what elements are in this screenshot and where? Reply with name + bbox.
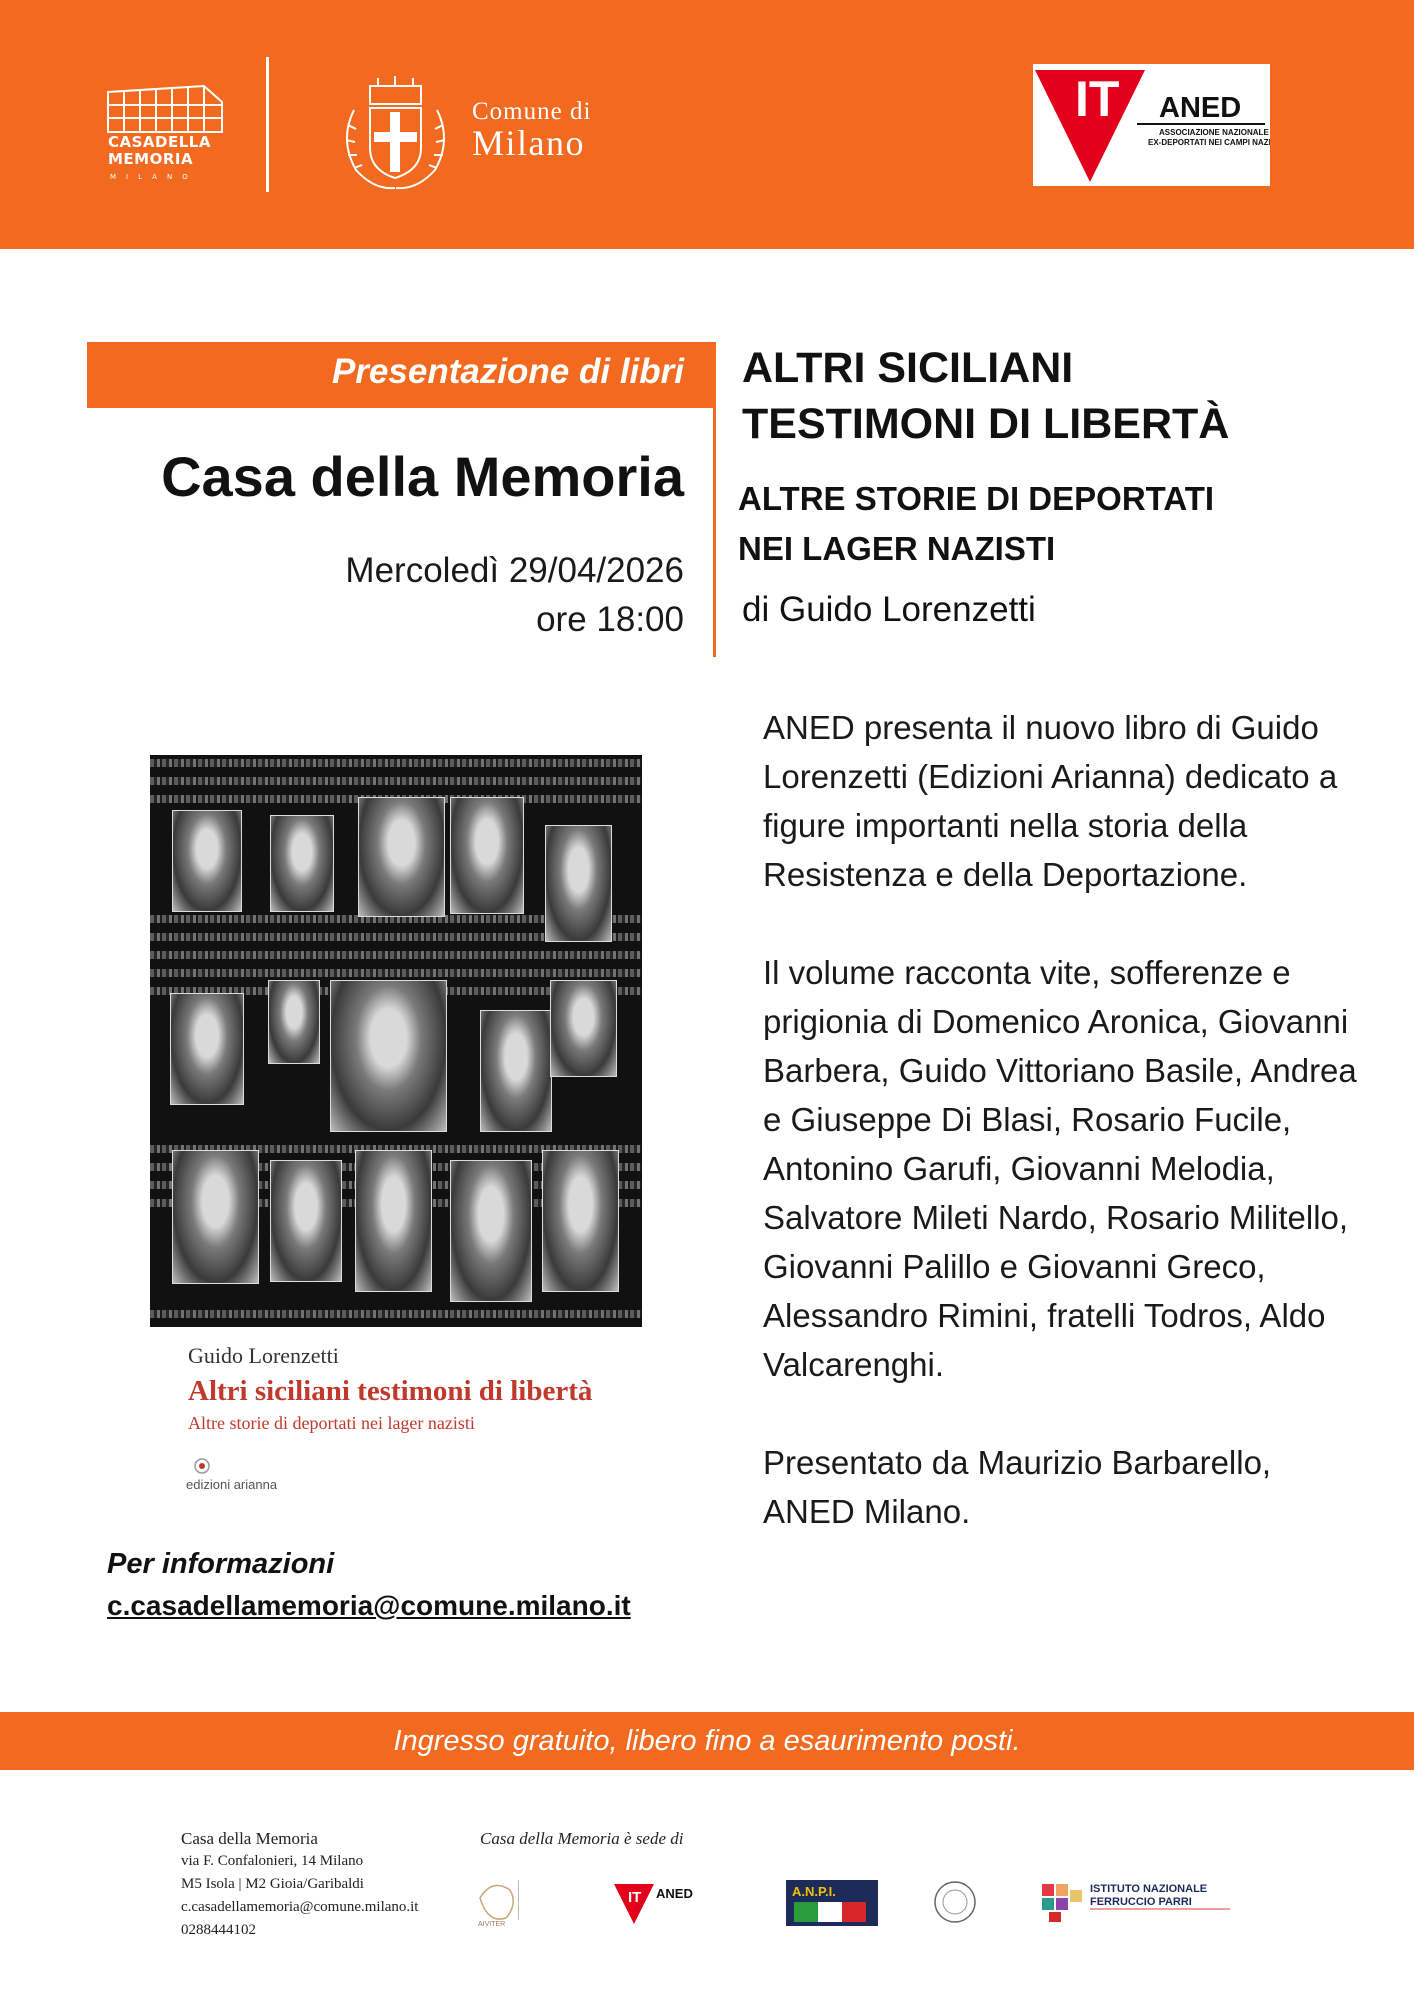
milano-text: Milano — [472, 123, 585, 163]
svg-text:A.N.P.I.: A.N.P.I. — [792, 1884, 836, 1899]
svg-text:FERRUCCIO PARRI: FERRUCCIO PARRI — [1090, 1896, 1192, 1908]
portrait — [542, 1150, 619, 1292]
casa-building-icon — [104, 80, 229, 135]
footer-address — [181, 1827, 418, 1942]
info-label: Per informazioni — [107, 1548, 335, 1580]
cover-subtitle: Altre storie di deportati nei lager nazisti — [188, 1413, 475, 1433]
publisher-name: edizioni arianna — [186, 1477, 278, 1492]
description-paragraph-3: Presentato da Maurizio Barbarello, ANED Milano. — [763, 1444, 1272, 1530]
comune-di-text: Comune di — [472, 98, 592, 125]
aned-logo — [1033, 64, 1270, 186]
cover-author: Guido Lorenzetti — [188, 1343, 339, 1368]
vertical-divider — [713, 342, 716, 657]
anpi-logo — [786, 1880, 878, 1926]
description-paragraph-1: ANED presenta il nuovo libro di Guido Lorenzetti (Edizioni Arianna) dedicato a figure importanti nella storia della Resistenza e della Deportazione. — [763, 709, 1338, 893]
venue-title: Casa della Memoria — [161, 445, 684, 508]
info-email-link[interactable]: c.casadellamemoria@comune.milano.it — [107, 1590, 631, 1621]
aned-footer-logo — [614, 1884, 693, 1924]
casa-logo-line2: MEMORIA — [108, 150, 194, 168]
portrait — [358, 797, 445, 917]
bottom-banner-text: Ingresso gratuito, libero fino a esaurimento posti. — [393, 1725, 1021, 1757]
event-datetime — [345, 546, 684, 644]
book-subtitle-line1: ALTRE STORIE DI DEPORTATI — [738, 480, 1215, 517]
category-label: Presentazione di libri — [331, 352, 684, 391]
portrait — [270, 815, 334, 912]
portrait — [268, 980, 320, 1064]
cover-photo-collage — [150, 755, 642, 1327]
header-divider — [266, 57, 269, 192]
cover-title: Altri siciliani testimoni di libertà — [188, 1375, 593, 1407]
milano-crest-icon — [334, 70, 457, 196]
footer-sede-label: Casa della Memoria è sede di — [480, 1829, 684, 1848]
footer-transport: M5 Isola | M2 Gioia/Garibaldi — [181, 1876, 364, 1892]
portrait — [170, 993, 244, 1105]
portrait — [480, 1010, 552, 1132]
book-title-line1: ALTRI SICILIANI — [742, 344, 1074, 392]
book-subtitle-line2: NEI LAGER NAZISTI — [738, 530, 1056, 567]
parri-institute-logo — [1042, 1883, 1230, 1922]
svg-text:AIVITER: AIVITER — [478, 1921, 506, 1928]
footer-street: via F. Confalonieri, 14 Milano — [181, 1853, 364, 1869]
comune-di-milano-logo — [472, 98, 591, 164]
footer-email[interactable]: c.casadellamemoria@comune.milano.it — [181, 1899, 419, 1915]
portrait — [172, 810, 242, 912]
book-title-line2: TESTIMONI DI LIBERTÀ — [742, 400, 1230, 448]
casa-della-memoria-logo — [104, 80, 229, 185]
portrait — [355, 1150, 432, 1292]
portrait — [550, 980, 617, 1077]
portrait — [450, 797, 524, 914]
casa-logo-line1: CASADELLA — [108, 133, 211, 151]
portrait — [545, 825, 612, 942]
event-date: Mercoledì 29/04/2026 — [345, 551, 684, 590]
description — [763, 703, 1363, 1585]
event-time: ore 18:00 — [536, 600, 684, 639]
book-cover — [150, 755, 642, 1500]
book-subtitle — [738, 474, 1214, 574]
publisher-logo — [184, 1455, 294, 1495]
book-author: di Guido Lorenzetti — [742, 590, 1036, 629]
casa-logo-line3: MILANO — [110, 173, 198, 181]
aned-full-line2: EX-DEPORTATI NEI CAMPI NAZISTI — [1148, 138, 1270, 147]
aned-name-text: ANED — [1159, 92, 1242, 124]
description-paragraph-2: Il volume racconta vite, sofferenze e prigionia di Domenico Aronica, Giovanni Barbera, Guido Vittoriano Basile, Andrea e Giuseppe Di Blasi, Rosario Fucile, Antonino Garufi, Giovanni Melodia, Salvatore Mileti Nardo, Rosario Militello, Giovanni Palillo e Giovanni Greco, Alessandro Rimini, fratelli Todros, Aldo Valcarenghi. — [763, 954, 1357, 1383]
aned-full-line1: ASSOCIAZIONE NAZIONALE — [1159, 128, 1269, 137]
svg-text:IT: IT — [628, 1889, 642, 1906]
aiviter-logo — [478, 1880, 519, 1928]
svg-text:ISTITUTO NAZIONALE: ISTITUTO NAZIONALE — [1090, 1883, 1208, 1895]
portrait — [172, 1150, 259, 1284]
partner-logos — [470, 1868, 1250, 1938]
footer-name: Casa della Memoria — [181, 1829, 318, 1848]
aned-triangle-icon — [1033, 64, 1270, 186]
portrait — [450, 1160, 532, 1302]
svg-text:ANED: ANED — [656, 1886, 693, 1901]
seal-logo — [935, 1882, 975, 1922]
book-title — [742, 340, 1229, 452]
portrait — [270, 1160, 342, 1282]
aned-it-text: IT — [1075, 71, 1120, 127]
portrait — [330, 980, 447, 1132]
footer-phone: 0288444102 — [181, 1922, 256, 1938]
